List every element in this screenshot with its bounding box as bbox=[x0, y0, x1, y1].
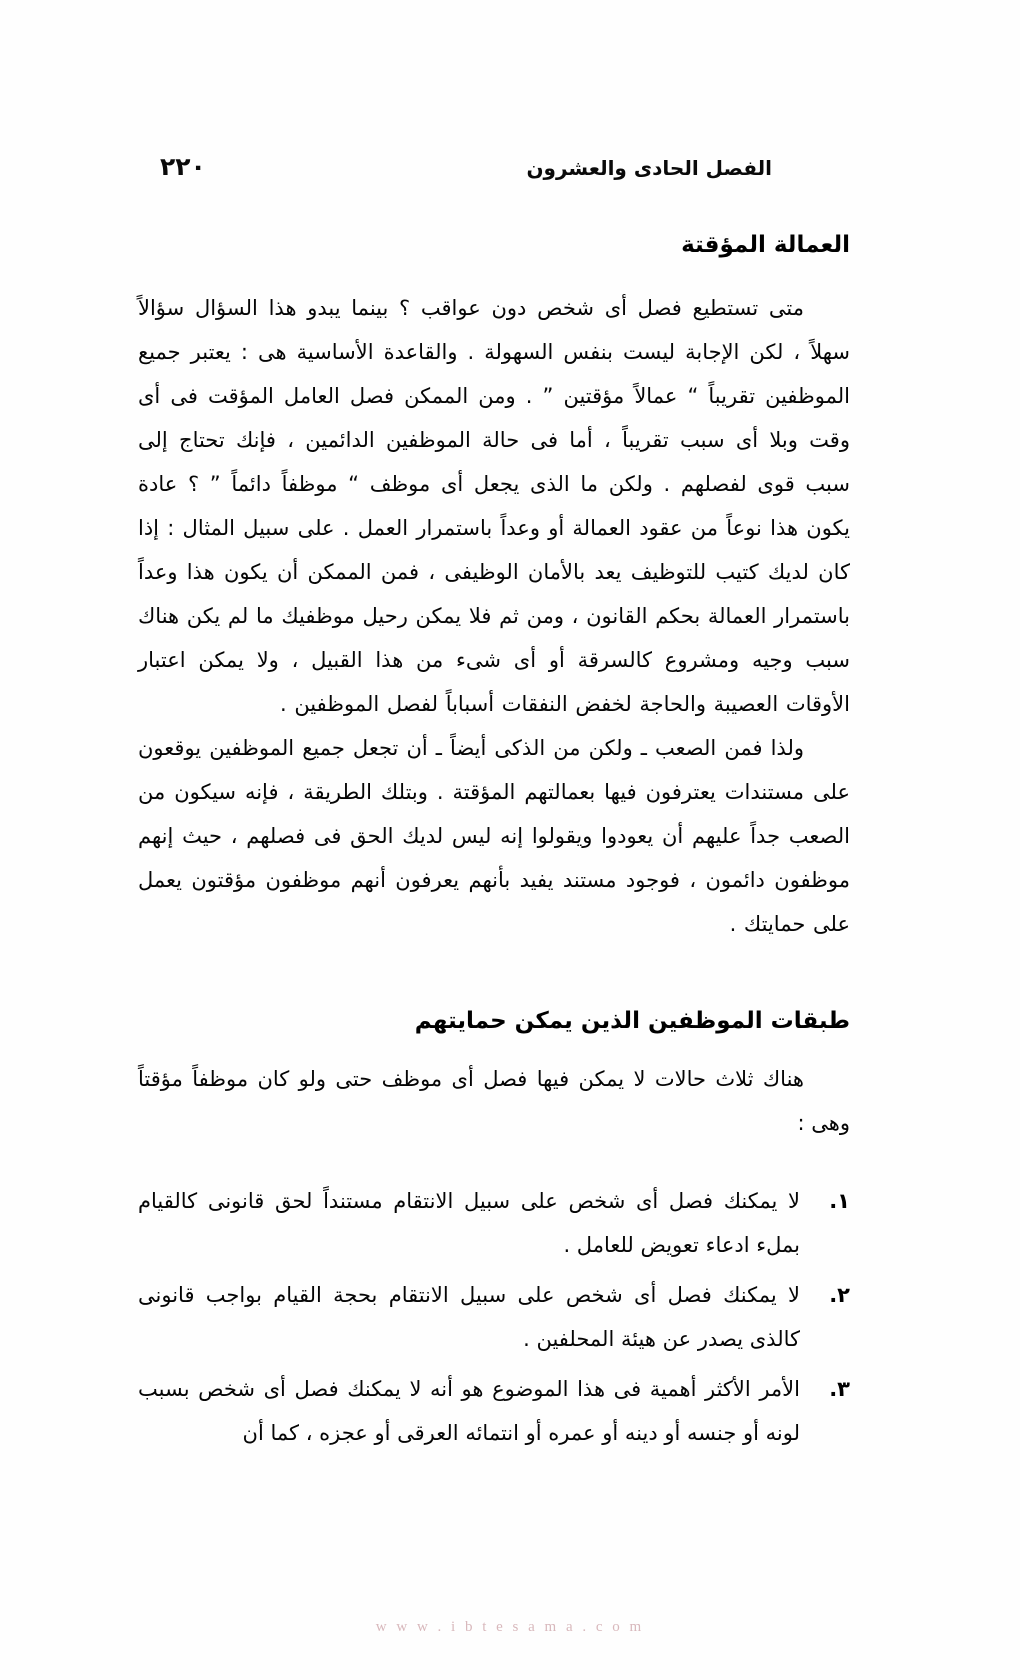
running-header bbox=[160, 152, 860, 181]
list-item bbox=[138, 1179, 850, 1267]
site-watermark: w w w . i b t e s a m a . c o m bbox=[375, 1619, 645, 1635]
list-item-text: لا يمكنك فصل أى شخص على سبيل الانتقام مستنداً لحق قانونى كالقيام بملء ادعاء تعويض للعامل . bbox=[138, 1189, 800, 1258]
page-number: ٢٢٠ bbox=[160, 152, 206, 181]
numbered-list bbox=[138, 1179, 850, 1455]
section-heading-protected-classes: طبقات الموظفين الذين يمكن حمايتهم bbox=[414, 1007, 850, 1034]
list-item-marker: ٢. bbox=[829, 1283, 850, 1308]
list-item-marker: ١. bbox=[829, 1189, 850, 1214]
paragraph: متى تستطيع فصل أى شخص دون عواقب ؟ بينما يبدو هذا السؤال سؤالاً سهلاً ، لكن الإجابة ليست بنفس السهولة . والقاعدة الأساسية هى : يعتبر جميع الموظفين تقريباً “ عمالاً مؤقتين ” . ومن الممكن فصل العامل المؤقت فى أى وقت وبلا أى سبب تقريباً ، أما فى حالة الموظفين الدائمين ، فإنك تحتاج إلى سبب قوى لفصلهم . ولكن ما الذى يجعل أى موظف “ موظفاً دائماً ” ؟ عادة يكون هذا نوعاً من عقود العمالة أو وعداً باستمرار العمل . على سبيل المثال : إذا كان لديك كتيب للتوظيف يعد بالأمان الوظيفى ، فمن الممكن أن يكون هذا وعداً باستمرار العمالة بحكم القانون ، ومن ثم فلا يمكن رحيل موظفيك ما لم يكن هناك سبب وجيه ومشروع كالسرقة أو أى شىء من هذا القبيل ، ولا يمكن اعتبار الأوقات العصيبة والحاجة لخفض النفقات أسباباً لفصل الموظفين . bbox=[138, 295, 850, 716]
list-item-text: لا يمكنك فصل أى شخص على سبيل الانتقام بحجة القيام بواجب قانونى كالذى يصدر عن هيئة المحلفين . bbox=[138, 1283, 800, 1352]
list-item-marker: ٣. bbox=[829, 1377, 850, 1402]
section-heading-temporary-employment: العمالة المؤقتة bbox=[681, 232, 850, 258]
section-lead-paragraph: هناك ثلاث حالات لا يمكن فيها فصل أى موظف حتى ولو كان موظفاً مؤقتاً وهى : bbox=[138, 1067, 850, 1136]
paragraph: ولذا فمن الصعب ـ ولكن من الذكى أيضاً ـ أن تجعل جميع الموظفين يوقعون على مستندات يعترفون فيها بعمالتهم المؤقتة . وبتلك الطريقة ، فإنه سيكون من الصعب جداً عليهم أن يعودوا ويقولوا إنه ليس لديك الحق فى فصلهم ، حيث إنهم موظفون دائمون ، فوجود مستند يفيد بأنهم يعرفون أنهم موظفون مؤقتون يعمل على حمايتك . bbox=[138, 735, 850, 936]
list-item bbox=[138, 1273, 850, 1361]
chapter-running-title: الفصل الحادى والعشرون bbox=[526, 156, 772, 180]
page-content bbox=[138, 232, 850, 1461]
list-item bbox=[138, 1367, 850, 1455]
list-item-text: الأمر الأكثر أهمية فى هذا الموضوع هو أنه لا يمكنك فصل أى شخص بسبب لونه أو جنسه أو دينه أو عمره أو انتمائه العرقى أو عجزه ، كما أن bbox=[138, 1377, 800, 1446]
